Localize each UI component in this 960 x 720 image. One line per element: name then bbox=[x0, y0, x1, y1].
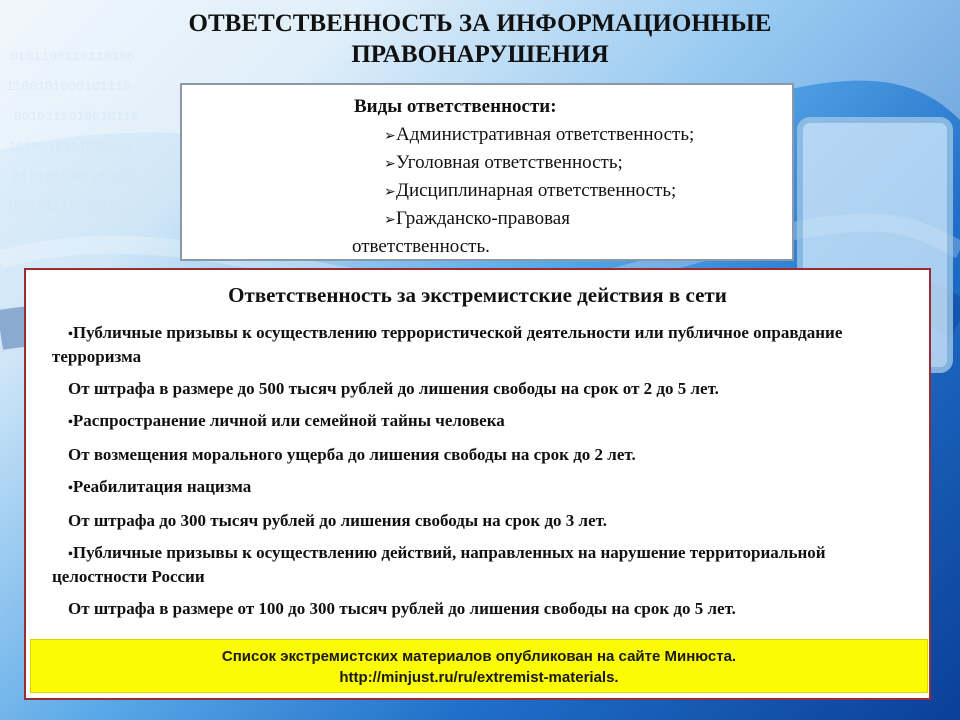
list-item bbox=[354, 178, 780, 206]
svg-text:0101100110110100: 0101100110110100 bbox=[10, 49, 135, 64]
offense-text bbox=[42, 542, 913, 588]
arrow-bullet-icon: ➢ bbox=[384, 129, 396, 144]
slide-title-line: ПРАВОНАРУШЕНИЯ bbox=[351, 41, 609, 68]
list-item bbox=[42, 476, 913, 532]
list-item bbox=[42, 322, 913, 400]
list-item bbox=[354, 122, 780, 150]
list-item-text: Уголовная ответственность; bbox=[396, 152, 623, 173]
penalty-text: От штрафа в размере от 100 до 300 тысяч рублей до лишения свободы на срок до 5 лет. bbox=[68, 599, 736, 618]
list-item-text: Административная ответственность; bbox=[396, 124, 695, 145]
list-item bbox=[354, 206, 780, 234]
offense-text bbox=[42, 322, 913, 368]
list-item bbox=[42, 542, 913, 620]
list-item-continuation: ответственность. bbox=[352, 236, 490, 257]
svg-text:0110101001101010: 0110101001101010 bbox=[12, 169, 137, 184]
arrow-bullet-icon: ➢ bbox=[384, 213, 396, 228]
offense-text bbox=[42, 476, 913, 500]
svg-text:1010010111010011: 1010010111010011 bbox=[8, 139, 133, 154]
list-item bbox=[42, 410, 913, 466]
banner-text: Список экстремистских материалов опубликован на сайте Минюста. bbox=[221, 648, 737, 665]
banner-link[interactable]: http://minjust.ru/ru/extremist-materials. bbox=[339, 669, 619, 686]
penalty-text: От возмещения морального ущерба до лишения свободы на срок до 2 лет. bbox=[68, 445, 636, 464]
list-item-text: Гражданско-правовая bbox=[396, 208, 570, 229]
penalty-text: От штрафа до 300 тысяч рублей до лишения свободы на срок до 3 лет. bbox=[68, 511, 607, 530]
arrow-bullet-icon: ➢ bbox=[384, 185, 396, 200]
svg-text:1001011100101101: 1001011100101101 bbox=[6, 199, 131, 214]
types-heading: Виды ответственности: bbox=[354, 96, 557, 117]
offense-text-value: Распространение личной или семейной тайны человека bbox=[72, 411, 505, 430]
types-list bbox=[354, 122, 780, 260]
list-item bbox=[354, 150, 780, 178]
extremist-actions-box bbox=[24, 268, 931, 700]
offense-text-value: Публичные призывы к осуществлению действий, направленных на нарушение территориальной целостности России bbox=[52, 543, 826, 586]
slide-title bbox=[0, 8, 960, 70]
list-item-text: Дисциплинарная ответственность; bbox=[396, 180, 677, 201]
offense-text-value: Реабилитация нацизма bbox=[72, 477, 252, 496]
bullet-dot-icon: • bbox=[68, 415, 73, 430]
bullet-dot-icon: • bbox=[68, 327, 73, 342]
responsibility-types-box bbox=[180, 83, 794, 261]
offense-list bbox=[26, 322, 929, 620]
minjust-notice-banner bbox=[30, 639, 928, 693]
offense-text-value: Публичные призывы к осуществлению террористической деятельности или публичное оправдание терроризма bbox=[52, 323, 843, 366]
penalty-text: От штрафа в размере до 500 тысяч рублей до лишения свободы на срок от 2 до 5 лет. bbox=[68, 379, 719, 398]
svg-text:0010111010010110: 0010111010010110 bbox=[14, 109, 139, 124]
slide-title-line: ОТВЕТСТВЕННОСТЬ ЗА ИНФОРМАЦИОННЫЕ bbox=[188, 10, 772, 37]
svg-text:1100101000101110: 1100101000101110 bbox=[6, 79, 131, 94]
offense-text bbox=[42, 410, 913, 434]
arrow-bullet-icon: ➢ bbox=[384, 157, 396, 172]
extremist-heading: Ответственность за экстремистские действия в сети bbox=[228, 283, 727, 307]
bullet-dot-icon: • bbox=[68, 547, 73, 562]
bullet-dot-icon: • bbox=[68, 481, 73, 496]
